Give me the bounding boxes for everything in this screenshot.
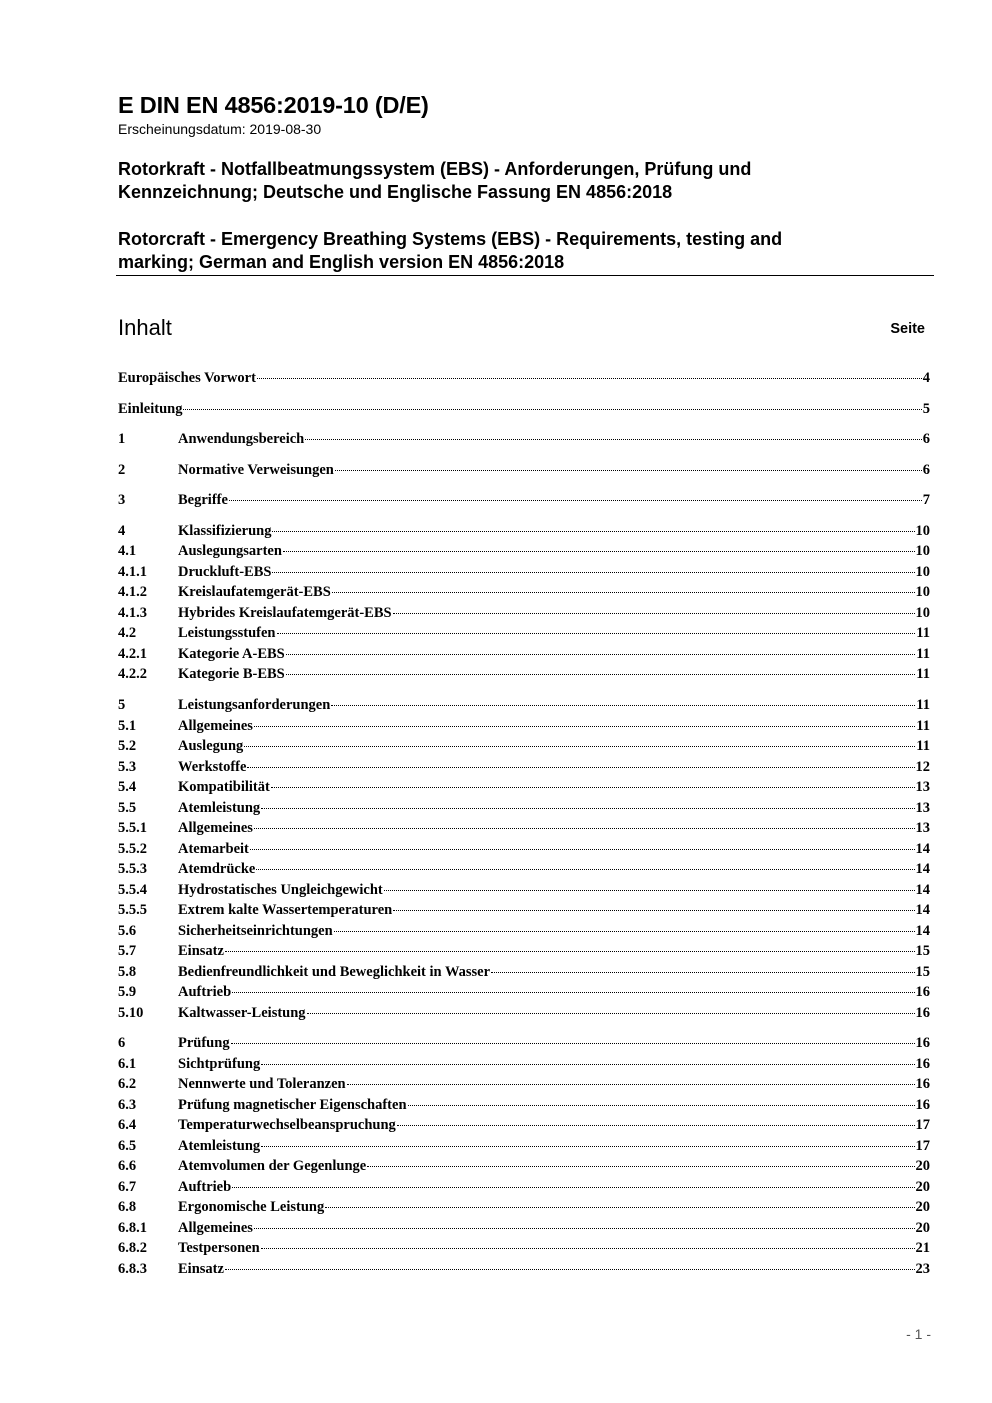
- toc-entry-title: Atemleistung: [178, 800, 261, 816]
- english-title-line-1: Rotorcraft - Emergency Breathing Systems (EBS) - Requirements, testing and: [118, 229, 783, 249]
- toc-dot-leader: [261, 1064, 914, 1065]
- toc-entry-page: 11: [916, 718, 930, 734]
- toc-entry-title: Auslegung: [178, 738, 244, 754]
- toc-entry-page: 12: [915, 759, 930, 775]
- toc-entry[interactable]: [118, 1240, 930, 1260]
- toc-entry[interactable]: [118, 564, 930, 584]
- toc-dot-leader: [256, 869, 914, 870]
- toc-entry[interactable]: [118, 779, 930, 799]
- toc-dot-leader: [271, 787, 915, 788]
- toc-dot-leader: [261, 1146, 914, 1147]
- toc-entry-page: 16: [915, 1005, 930, 1021]
- toc-entry-number: 4.1.3: [118, 605, 147, 621]
- toc-entry-page: 20: [915, 1199, 930, 1215]
- page-number: - 1 -: [906, 1326, 931, 1342]
- toc-entry-title: Begriffe: [178, 492, 228, 508]
- toc-entry-page: 23: [915, 1261, 930, 1277]
- toc-entry-title: Allgemeines: [178, 820, 253, 836]
- toc-entry-number: 6.5: [118, 1138, 137, 1154]
- toc-entry-page: 16: [915, 1076, 930, 1092]
- toc-entry-title: Temperaturwechselbeanspruchung: [178, 1117, 396, 1133]
- toc-entry[interactable]: [118, 1158, 930, 1178]
- toc-entry-number: 5.5: [118, 800, 137, 816]
- toc-entry-title: Hybrides Kreislaufatemgerät-EBS: [178, 605, 392, 621]
- toc-entry-number: 6.7: [118, 1179, 137, 1195]
- toc-entry-title: Werkstoffe: [178, 759, 247, 775]
- toc-entry-page: 17: [915, 1117, 930, 1133]
- toc-entry-page: 11: [916, 666, 930, 682]
- toc-entry-number: 4.1.2: [118, 584, 147, 600]
- toc-dot-leader: [347, 1084, 915, 1085]
- toc-entry-page: 10: [915, 543, 930, 559]
- toc-entry-number: 5.5.1: [118, 820, 147, 836]
- toc-entry-page: 11: [916, 646, 930, 662]
- toc-entry-page: 14: [915, 923, 930, 939]
- toc-entry-page: 15: [915, 943, 930, 959]
- toc-entry-page: 17: [915, 1138, 930, 1154]
- toc-dot-leader: [254, 1228, 915, 1229]
- toc-entry[interactable]: [118, 800, 930, 820]
- toc-dot-leader: [335, 470, 922, 471]
- toc-entry[interactable]: [118, 820, 930, 840]
- toc-entry-title: Kreislaufatemgerät-EBS: [178, 584, 331, 600]
- toc-entry[interactable]: [118, 543, 930, 563]
- toc-dot-leader: [231, 1043, 915, 1044]
- toc-entry-number: 4.1.1: [118, 564, 147, 580]
- toc-entry-number: 5.5.5: [118, 902, 147, 918]
- toc-entry-title: Extrem kalte Wassertemperaturen: [178, 902, 393, 918]
- toc-entry-title: Normative Verweisungen: [178, 462, 334, 478]
- toc-entry-title: Testpersonen: [178, 1240, 260, 1256]
- toc-entry-page: 13: [915, 820, 930, 836]
- toc-dot-leader: [261, 808, 914, 809]
- toc-entry-number: 6.8.1: [118, 1220, 147, 1236]
- toc-dot-leader: [283, 551, 915, 552]
- toc-entry-page: 11: [916, 697, 930, 713]
- toc-dot-leader: [183, 409, 921, 410]
- toc-entry-title: Kompatibilität: [178, 779, 270, 795]
- toc-entry-title: Atemleistung: [178, 1138, 261, 1154]
- toc-entry[interactable]: [118, 902, 930, 922]
- toc-entry-number: 6.6: [118, 1158, 137, 1174]
- toc-entry[interactable]: [118, 1035, 930, 1055]
- toc-dot-leader: [272, 531, 914, 532]
- toc-entry[interactable]: [118, 738, 930, 758]
- toc-entry[interactable]: [118, 984, 930, 1004]
- toc-entry-page: 5: [922, 401, 930, 417]
- toc-entry-number: 5.2: [118, 738, 137, 754]
- toc-dot-leader: [408, 1105, 915, 1106]
- toc-entry-number: 4.2: [118, 625, 137, 641]
- english-title-line-2: marking; German and English version EN 4856:2018: [118, 252, 565, 272]
- toc-entry-title: Europäisches Vorwort: [118, 370, 256, 386]
- toc-entry-number: 5.4: [118, 779, 137, 795]
- publication-date: Erscheinungsdatum: 2019-08-30: [118, 121, 322, 137]
- toc-entry[interactable]: [118, 1179, 930, 1199]
- toc-entry-number: 6.3: [118, 1097, 137, 1113]
- german-title-line-1: Rotorkraft - Notfallbeatmungssystem (EBS) - Anforderungen, Prüfung und: [118, 159, 752, 179]
- toc-entry-page: 13: [915, 779, 930, 795]
- toc-entry-title: Atemarbeit: [178, 841, 249, 857]
- toc-dot-leader: [250, 849, 915, 850]
- toc-entry-page: 6: [922, 462, 930, 478]
- toc-dot-leader: [331, 705, 915, 706]
- toc-entry[interactable]: [118, 646, 930, 666]
- toc-entry-number: 4: [118, 523, 126, 539]
- toc-entry-number: 3: [118, 492, 126, 508]
- toc-dot-leader: [261, 1248, 915, 1249]
- toc-entry-number: 2: [118, 462, 126, 478]
- toc-entry[interactable]: [118, 1199, 930, 1219]
- toc-entry-number: 5.1: [118, 718, 137, 734]
- toc-entry-page: 16: [915, 1056, 930, 1072]
- toc-entry-number: 4.2.1: [118, 646, 147, 662]
- toc-entry-title: Bedienfreundlichkeit und Beweglichkeit in Wasser: [178, 964, 491, 980]
- toc-dot-leader: [225, 1269, 915, 1270]
- toc-dot-leader: [257, 378, 922, 379]
- toc-entry-number: 6.8: [118, 1199, 137, 1215]
- toc-dot-leader: [491, 972, 914, 973]
- toc-entry-number: 4.1: [118, 543, 137, 559]
- toc-entry-title: Sichtprüfung: [178, 1056, 261, 1072]
- toc-entry-page: 10: [915, 605, 930, 621]
- toc-entry[interactable]: [118, 1261, 930, 1281]
- toc-entry-page: 6: [922, 431, 930, 447]
- toc-entry-number: 5.7: [118, 943, 137, 959]
- toc-dot-leader: [325, 1207, 914, 1208]
- toc-entry-number: 5.3: [118, 759, 137, 775]
- toc-entry-number: 5.5.2: [118, 841, 147, 857]
- toc-dot-leader: [254, 726, 915, 727]
- toc-entry-title: Prüfung magnetischer Eigenschaften: [178, 1097, 407, 1113]
- toc-entry-page: 16: [915, 1035, 930, 1051]
- toc-dot-leader: [286, 654, 916, 655]
- toc-entry-title: Einsatz: [178, 943, 224, 959]
- toc-entry[interactable]: [118, 1220, 930, 1240]
- toc-entry-number: 5.6: [118, 923, 137, 939]
- toc-entry-number: 6.8.3: [118, 1261, 147, 1277]
- toc-entry-title: Prüfung: [178, 1035, 230, 1051]
- toc-entry[interactable]: [118, 401, 930, 421]
- toc-entry-page: 16: [915, 984, 930, 1000]
- toc-dot-leader: [272, 572, 914, 573]
- toc-entry-title: Ergonomische Leistung: [178, 1199, 325, 1215]
- toc-dot-leader: [244, 746, 915, 747]
- table-of-contents: [118, 0, 930, 1403]
- toc-entry-page: 10: [915, 564, 930, 580]
- toc-entry-page: 20: [915, 1158, 930, 1174]
- toc-entry[interactable]: [118, 462, 930, 482]
- toc-entry[interactable]: [118, 1117, 930, 1137]
- toc-entry[interactable]: [118, 718, 930, 738]
- toc-entry[interactable]: [118, 1138, 930, 1158]
- toc-entry[interactable]: [118, 964, 930, 984]
- toc-dot-leader: [393, 910, 914, 911]
- document-title: E DIN EN 4856:2019-10 (D/E): [118, 92, 429, 118]
- toc-entry-number: 5.10: [118, 1005, 144, 1021]
- toc-dot-leader: [332, 592, 915, 593]
- toc-entry[interactable]: [118, 523, 930, 543]
- toc-dot-leader: [254, 828, 915, 829]
- toc-entry-number: 5.5.3: [118, 861, 147, 877]
- toc-entry-page: 16: [915, 1097, 930, 1113]
- toc-dot-leader: [247, 767, 914, 768]
- toc-entry-page: 20: [915, 1179, 930, 1195]
- toc-entry-number: 5.5.4: [118, 882, 147, 898]
- toc-entry-page: 10: [915, 523, 930, 539]
- toc-entry-title: Kaltwasser-Leistung: [178, 1005, 306, 1021]
- toc-dot-leader: [232, 1187, 914, 1188]
- toc-entry-page: 14: [915, 841, 930, 857]
- toc-entry-title: Kategorie B-EBS: [178, 666, 285, 682]
- toc-entry-page: 11: [916, 738, 930, 754]
- toc-entry[interactable]: [118, 759, 930, 779]
- toc-dot-leader: [305, 439, 922, 440]
- toc-entry-number: 6.1: [118, 1056, 137, 1072]
- toc-entry[interactable]: [118, 584, 930, 604]
- toc-entry[interactable]: [118, 370, 930, 390]
- toc-dot-leader: [307, 1013, 915, 1014]
- toc-entry-title: Leistungsstufen: [178, 625, 276, 641]
- toc-entry-number: 6.2: [118, 1076, 137, 1092]
- toc-entry-title: Einsatz: [178, 1261, 224, 1277]
- toc-dot-leader: [225, 951, 915, 952]
- toc-entry-title: Atemdrücke: [178, 861, 256, 877]
- toc-entry-number: 5.8: [118, 964, 137, 980]
- toc-entry-title: Hydrostatisches Ungleichgewicht: [178, 882, 383, 898]
- toc-entry-page: 13: [915, 800, 930, 816]
- toc-entry-page: 20: [915, 1220, 930, 1236]
- toc-entry-title: Sicherheitseinrichtungen: [178, 923, 333, 939]
- toc-entry-title: Anwendungsbereich: [178, 431, 305, 447]
- toc-entry-title: Nennwerte und Toleranzen: [178, 1076, 346, 1092]
- toc-entry[interactable]: [118, 431, 930, 451]
- toc-dot-leader: [384, 890, 915, 891]
- toc-entry[interactable]: [118, 1097, 930, 1117]
- toc-page-column-label: Seite: [890, 321, 925, 337]
- toc-dot-leader: [277, 633, 916, 634]
- toc-entry-number: 1: [118, 431, 126, 447]
- toc-entry[interactable]: [118, 666, 930, 686]
- toc-entry-page: 14: [915, 861, 930, 877]
- toc-entry-page: 10: [915, 584, 930, 600]
- toc-entry[interactable]: [118, 605, 930, 625]
- toc-entry-number: 6: [118, 1035, 126, 1051]
- toc-entry-title: Allgemeines: [178, 1220, 253, 1236]
- toc-dot-leader: [229, 500, 922, 501]
- toc-dot-leader: [397, 1125, 915, 1126]
- toc-entry-title: Druckluft-EBS: [178, 564, 272, 580]
- toc-dot-leader: [232, 992, 914, 993]
- toc-entry-number: 6.4: [118, 1117, 137, 1133]
- toc-entry-title: Auslegungsarten: [178, 543, 282, 559]
- toc-entry-title: Leistungsanforderungen: [178, 697, 331, 713]
- toc-entry[interactable]: [118, 1056, 930, 1076]
- toc-entry-title: Auftrieb: [178, 984, 232, 1000]
- toc-entry-number: 5: [118, 697, 126, 713]
- toc-entry-title: Einleitung: [118, 401, 183, 417]
- toc-dot-leader: [393, 613, 915, 614]
- toc-entry-number: 5.9: [118, 984, 137, 1000]
- toc-dot-leader: [334, 931, 915, 932]
- toc-entry-number: 4.2.2: [118, 666, 147, 682]
- toc-heading: Inhalt: [118, 315, 172, 340]
- toc-entry-title: Klassifizierung: [178, 523, 272, 539]
- german-title-line-2: Kennzeichnung; Deutsche und Englische Fassung EN 4856:2018: [118, 182, 673, 202]
- toc-entry-number: 6.8.2: [118, 1240, 147, 1256]
- toc-entry-page: 14: [915, 902, 930, 918]
- toc-entry-title: Kategorie A-EBS: [178, 646, 285, 662]
- toc-entry-page: 14: [915, 882, 930, 898]
- toc-entry-page: 11: [916, 625, 930, 641]
- toc-entry-page: 4: [922, 370, 930, 386]
- toc-dot-leader: [286, 674, 916, 675]
- toc-entry-page: 7: [922, 492, 930, 508]
- toc-entry-page: 21: [915, 1240, 930, 1256]
- toc-entry[interactable]: [118, 1076, 930, 1096]
- toc-entry-title: Atemvolumen der Gegenlunge: [178, 1158, 367, 1174]
- toc-entry[interactable]: [118, 841, 930, 861]
- toc-entry[interactable]: [118, 943, 930, 963]
- toc-entry-title: Auftrieb: [178, 1179, 232, 1195]
- toc-dot-leader: [367, 1166, 914, 1167]
- toc-entry[interactable]: [118, 923, 930, 943]
- toc-entry-title: Allgemeines: [178, 718, 253, 734]
- toc-entry[interactable]: [118, 1005, 930, 1025]
- toc-entry[interactable]: [118, 882, 930, 902]
- toc-entry[interactable]: [118, 625, 930, 645]
- toc-entry[interactable]: [118, 861, 930, 881]
- toc-entry[interactable]: [118, 697, 930, 717]
- toc-entry-page: 15: [915, 964, 930, 980]
- toc-entry[interactable]: [118, 492, 930, 512]
